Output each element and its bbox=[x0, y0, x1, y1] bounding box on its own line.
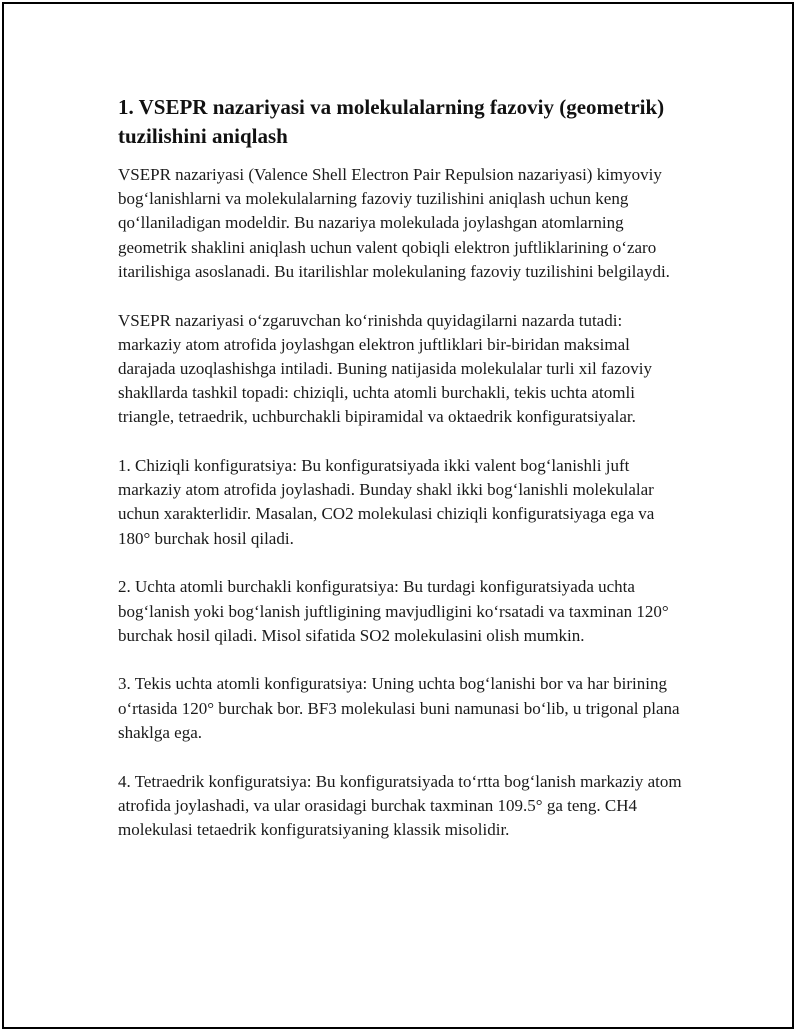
paragraph-trigonal-planar: 3. Tekis uchta atomli konfiguratsiya: Uning uchta bog‘lanishi bor va har birining o‘rtasida 120° burchak bor. BF3 molekulasi buni namunasi bo‘lib, u trigonal plana shaklga ega. bbox=[118, 674, 680, 742]
paragraph-bent: 2. Uchta atomli burchakli konfiguratsiya: Bu turdagi konfiguratsiyada uchta bog‘lanish yoki bog‘lanish juftligining mavjudligini ko‘rsatadi va taxminan 120° burchak hosil qiladi. Misol sifatida SO2 molekulasini olish mumkin. bbox=[118, 577, 669, 645]
paragraph-principle: VSEPR nazariyasi o‘zgaruvchan ko‘rinishda quyidagilarni nazarda tutadi: markaziy atom atrofida joylashgan elektron juftliklari bir-biridan maksimal darajada uzoqlashishga intiladi. Buning natijasida molekulalar turli xil fazoviy shakllarda tashkil topadi: chiziqli, uchta atomli burchakli, tekis uchta atomli triangle, tetraedrik, uchburchakli bipiramidal va oktaedrik konfiguratsiyalar. bbox=[118, 310, 652, 427]
paragraph-tetrahedral: 4. Tetraedrik konfiguratsiya: Bu konfiguratsiyada to‘rtta bog‘lanish markaziy atom atrofida joylashadi, va ular orasidagi burchak taxminan 109.5° ga teng. CH4 molekulasi tetaedrik konfiguratsiyaning klassik misolidir. bbox=[118, 771, 682, 839]
document-body bbox=[118, 93, 688, 867]
document-title: 1. VSEPR nazariyasi va molekulalarning fazoviy (geometrik) tuzilishini aniqlash bbox=[118, 95, 665, 148]
paragraph-linear: 1. Chiziqli konfiguratsiya: Bu konfiguratsiyada ikki valent bog‘lanishli juft markaziy atom atrofida joylashadi. Bunday shakl ikki bog‘lanishli molekulalar uchun xarakterlidir. Masalan, CO2 molekulasi chiziqli konfiguratsiyaga ega va 180° burchak hosil qiladi. bbox=[118, 456, 655, 548]
paragraph-intro: VSEPR nazariyasi (Valence Shell Electron Pair Repulsion nazariyasi) kimyoviy bog‘lanishlarni va molekulalarning fazoviy tuzilishini aniqlash uchun keng qo‘llaniladigan modeldir. Bu nazariya molekulada joylashgan atomlarning geometrik shaklini aniqlash uchun valent qobiqli elektron juftliklarining o‘zaro itarilishiga asoslanadi. Bu itarilishlar molekulaning fazoviy tuzilishini belgilaydi. bbox=[118, 165, 670, 281]
